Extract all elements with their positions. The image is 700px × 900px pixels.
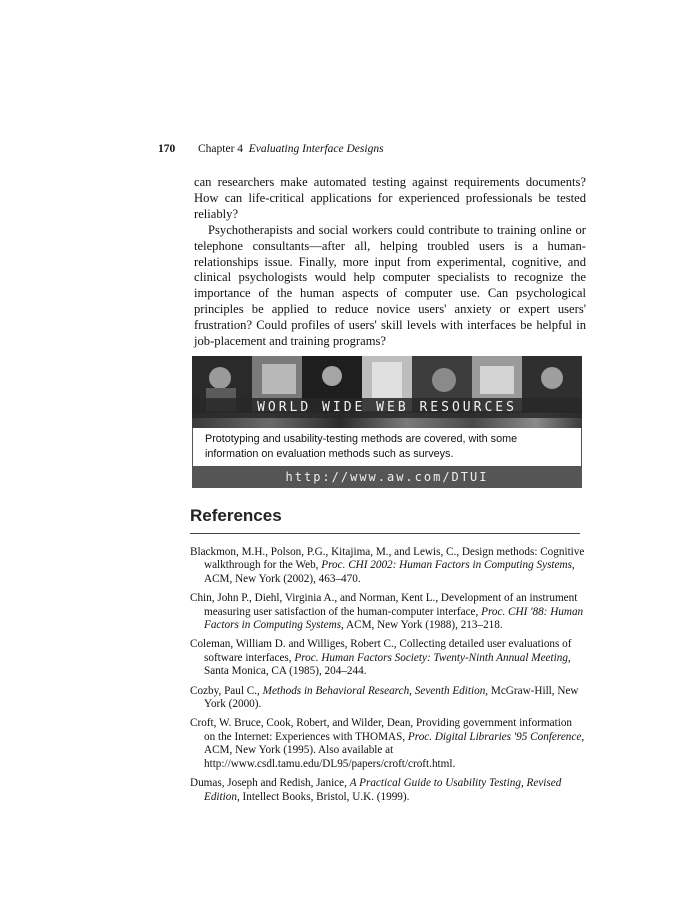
web-resources-url[interactable]: http://www.aw.com/DTUI bbox=[192, 466, 582, 488]
reference-item: Croft, W. Bruce, Cook, Robert, and Wilder, Dean, Providing government information on the Internet: Experiences with THOMAS, Proc. Digital Libraries '95 Conference, ACM, New York (1995). Also available at http://www.csdl.tamu.edu/DL95/papers/croft/croft.html. bbox=[190, 717, 585, 770]
reference-item: Coleman, William D. and Williges, Robert C., Collecting detailed user evaluations of software interfaces, Proc. Human Factors Society: Twenty-Ninth Annual Meeting, Santa Monica, CA (1985), 204–244. bbox=[190, 638, 572, 678]
references-heading: References bbox=[190, 506, 282, 525]
web-resources-description: Prototyping and usability-testing methods are covered, with some information on evaluation methods such as surveys. bbox=[192, 428, 582, 466]
web-resources-banner bbox=[192, 356, 582, 428]
chapter-title: Evaluating Interface Designs bbox=[248, 143, 384, 155]
page-number: 170 bbox=[158, 143, 176, 155]
reference-item: Cozby, Paul C., Methods in Behavioral Research, Seventh Edition, McGraw-Hill, New York (2000). bbox=[190, 684, 579, 711]
references-divider bbox=[190, 533, 580, 534]
web-resources-box bbox=[192, 356, 582, 488]
reference-item: Blackmon, M.H., Polson, P.G., Kitajima, M., and Lewis, C., Design methods: Cognitive walkthrough for the Web, Proc. CHI 2002: Human Factors in Computing Systems, ACM, New York (2002), 463–470. bbox=[190, 546, 585, 585]
reference-item: Chin, John P., Diehl, Virginia A., and Norman, Kent L., Development of an instrument measuring user satisfaction of the human-computer interface, Proc. CHI '88: Human Factors in Computing Systems, ACM, New York (1988), 213–218. bbox=[190, 592, 584, 632]
reference-item: Dumas, Joseph and Redish, Janice, A Practical Guide to Usability Testing, Revised Edition, Intellect Books, Bristol, U.K. (1999). bbox=[190, 777, 562, 803]
running-header bbox=[158, 143, 384, 155]
banner-title: WORLD WIDE WEB RESOURCES bbox=[192, 398, 582, 418]
paragraph-1: can researchers make automated testing against requirements documents? How can life-critical applications for experienced professionals be tested reliably? bbox=[194, 175, 586, 221]
chapter-heading bbox=[198, 143, 384, 155]
chapter-label: Chapter 4 bbox=[198, 143, 244, 155]
body-text bbox=[194, 175, 586, 350]
reference-list bbox=[190, 546, 585, 810]
paragraph-2: Psychotherapists and social workers could contribute to training online or telephone consultants—after all, helping troubled users is a human-relationships issue. Finally, more input from experimental, cognitive, and clinical psychologists would help computer specialists to recognize the importance of the human aspects of computer use. Can psychological principles be applied to reduce novice users' anxiety or expert users' frustration? Could profiles of users' skill levels with interfaces be helpful in job-placement and training programs? bbox=[194, 222, 586, 349]
